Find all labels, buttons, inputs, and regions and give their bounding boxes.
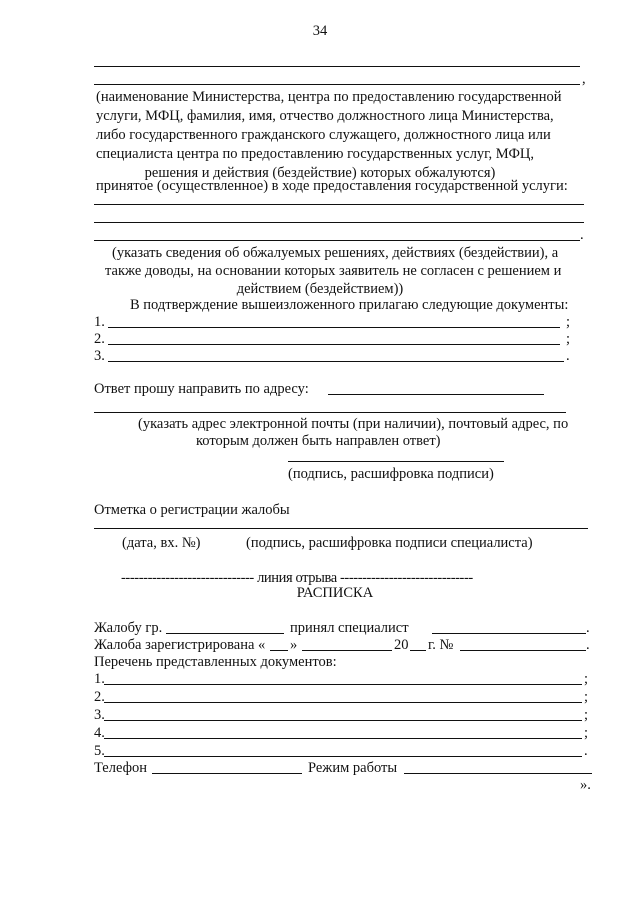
caption-line: специалиста центра по предоставлению государственных услуг, МФЦ, xyxy=(96,146,535,162)
list-number: 4. xyxy=(94,725,105,741)
fill-line xyxy=(108,361,564,362)
list-end: ; xyxy=(584,671,589,687)
list-end: ; xyxy=(584,725,589,741)
registered-quote: » xyxy=(290,637,298,653)
accepted-line: принятое (осуществленное) в ходе предоставления государственной услуги: xyxy=(96,178,568,194)
complaint-from-label: Жалобу гр. xyxy=(94,620,163,636)
signature-line xyxy=(288,461,504,462)
documents-list-label: Перечень представленных документов: xyxy=(94,654,337,670)
period: . xyxy=(580,227,584,243)
fill-line xyxy=(104,684,582,685)
year-prefix: 20 xyxy=(394,637,409,653)
fill-line xyxy=(104,702,582,703)
blank-line xyxy=(94,222,584,223)
fill-line xyxy=(410,650,426,651)
period: . xyxy=(586,637,590,653)
registration-label: Отметка о регистрации жалобы xyxy=(94,502,290,518)
fill-line xyxy=(108,344,560,345)
closing-mark: ». xyxy=(580,777,591,793)
accepted-by-label: принял специалист xyxy=(290,620,409,636)
list-number: 3. xyxy=(94,707,105,723)
phone-label: Телефон xyxy=(94,760,147,776)
signature-caption: (подпись, расшифровка подписи) xyxy=(288,466,494,482)
page-number: 34 xyxy=(312,23,328,39)
registration-line xyxy=(94,528,588,529)
fill-line xyxy=(152,773,302,774)
address-label: Ответ прошу направить по адресу: xyxy=(94,381,309,397)
list-number: 1. xyxy=(94,671,105,687)
caption-line: услуги, МФЦ, фамилия, имя, отчество должностного лица Министерства, xyxy=(96,108,554,124)
fill-line xyxy=(104,738,582,739)
list-number: 3. xyxy=(94,348,105,364)
blank-line xyxy=(94,204,584,205)
fill-line xyxy=(108,327,560,328)
list-end: ; xyxy=(566,314,571,330)
list-number: 1. xyxy=(94,314,105,330)
fill-line xyxy=(270,650,288,651)
address-fill-line xyxy=(328,394,544,395)
fill-line xyxy=(404,773,592,774)
address-fill-line xyxy=(94,412,566,413)
blank-line xyxy=(94,66,580,67)
specialist-sign-caption: (подпись, расшифровка подписи специалиста) xyxy=(246,535,533,551)
fill-line xyxy=(302,650,392,651)
blank-line xyxy=(94,240,580,241)
trailing-comma: , xyxy=(582,71,586,87)
list-number: 5. xyxy=(94,743,105,759)
list-number: 2. xyxy=(94,689,105,705)
list-end: . xyxy=(566,348,570,364)
caption-line: также доводы, на основании которых заявитель не согласен с решением и xyxy=(105,263,562,279)
fill-line xyxy=(166,633,284,634)
list-end: ; xyxy=(584,689,589,705)
caption-line: (наименование Министерства, центра по предоставлению государственной xyxy=(96,89,562,105)
caption-line: (указать адрес электронной почты (при наличии), почтовый адрес, по xyxy=(138,416,569,432)
caption-line: решения и действия (бездействие) которых обжалуются) xyxy=(144,165,496,181)
list-number: 2. xyxy=(94,331,105,347)
cut-line: ------------------------------ линия отрыва ------------------------------ xyxy=(121,570,473,586)
fill-line xyxy=(460,650,586,651)
caption-line: либо государственного гражданского служащего, должностного лица или xyxy=(96,127,551,143)
number-label: г. № xyxy=(428,637,454,653)
attach-line: В подтверждение вышеизложенного прилагаю следующие документы: xyxy=(130,297,569,313)
blank-line xyxy=(94,84,580,85)
fill-line xyxy=(104,756,582,757)
fill-line xyxy=(432,633,586,634)
list-end: ; xyxy=(584,707,589,723)
date-caption: (дата, вх. №) xyxy=(122,535,201,551)
list-end: . xyxy=(584,743,588,759)
receipt-title: РАСПИСКА xyxy=(296,585,374,601)
registered-label: Жалоба зарегистрирована « xyxy=(94,637,266,653)
caption-line: (указать сведения об обжалуемых решениях, действиях (бездействии), а xyxy=(112,245,559,261)
fill-line xyxy=(104,720,582,721)
period: . xyxy=(586,620,590,636)
list-end: ; xyxy=(566,331,571,347)
hours-label: Режим работы xyxy=(308,760,398,776)
caption-line: действием (бездействием)) xyxy=(236,281,404,297)
caption-line: которым должен быть направлен ответ) xyxy=(196,433,441,449)
